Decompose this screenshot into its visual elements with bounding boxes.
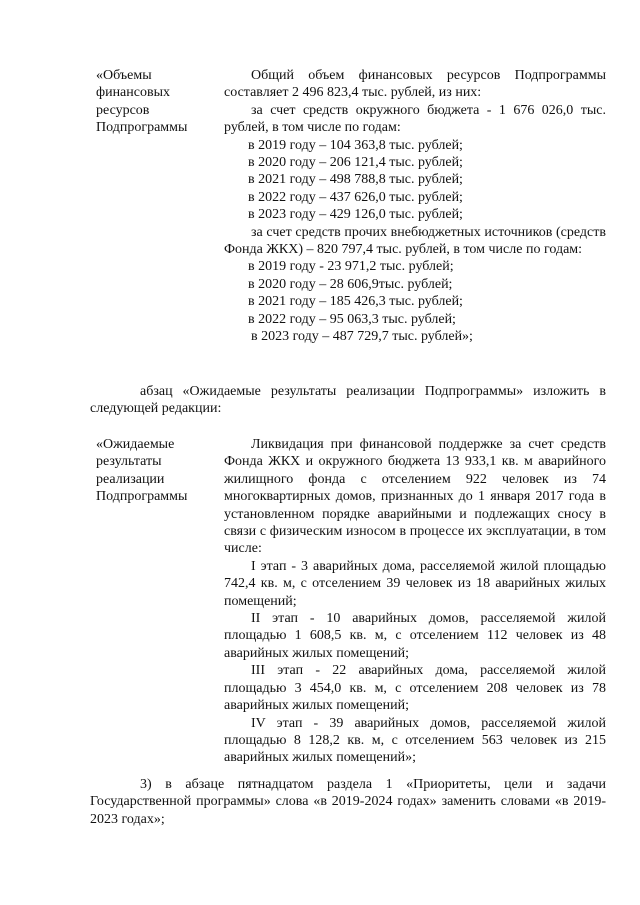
results-intro: Ликвидация при финансовой поддержке за счет средств Фонда ЖКХ и окружного бюджета 13 933,1 кв. м аварийного жилищного фонда с отселением 922 человек из 74 многоквартирных домов, признанных до 1 января 2017 года в установленном порядке аварийными и подлежащих сносу в связи с физическим износом в процессе их эксплуатации, в том числе: (224, 437, 606, 557)
results-block (96, 436, 606, 767)
other-year-2023: в 2023 году – 487 729,7 тыс. рублей»; (251, 329, 473, 345)
results-label: «Ожидаемые результаты реализации Подпрограммы (96, 437, 188, 505)
district-year-2019: в 2019 году – 104 363,8 тыс. рублей; (248, 137, 463, 153)
other-year-2020: в 2020 году – 28 606,9тыс. рублей; (248, 276, 453, 292)
other-year-2021: в 2021 году – 185 426,3 тыс. рублей; (248, 294, 463, 310)
district-year-2020: в 2020 году – 206 121,4 тыс. рублей; (248, 155, 463, 171)
results-text (224, 436, 606, 767)
financing-label: «Объемы финансовых ресурсов Подпрограммы (96, 68, 188, 136)
financing-total: Общий объем финансовых ресурсов Подпрограммы составляет 2 496 823,4 тыс. рублей, из них: (224, 68, 606, 101)
district-year-2021: в 2021 году – 498 788,8 тыс. рублей; (248, 172, 463, 188)
stage-4: IV этап - 39 аварийных домов, расселяемой жилой площадью 8 128,2 кв. м, с отселением 563 человек из 215 аварийных жилых помещений»; (224, 715, 606, 766)
financing-other-sources: за счет средств прочих внебюджетных источников (средств Фонда ЖКХ) – 820 797,4 тыс. рублей, в том числе по годам: (224, 224, 606, 258)
paragraph-results-heading: абзац «Ожидаемые результаты реализации Подпрограммы» изложить в следующей редакции: (90, 384, 606, 417)
financing-block (96, 67, 606, 346)
financing-district-budget: за счет средств окружного бюджета - 1 676 026,0 тыс. рублей, в том числе по годам: (224, 102, 606, 136)
district-year-2023: в 2023 году – 429 126,0 тыс. рублей; (248, 207, 463, 223)
district-year-2022: в 2022 году – 437 626,0 тыс. рублей; (248, 189, 463, 205)
paragraph-amendment-3: 3) в абзаце пятнадцатом раздела 1 «Приоритеты, цели и задачи Государственной программы» слова «в 2019-2024 годах» заменить словами «в 2019-2023 годах»; (90, 777, 606, 827)
stage-3: III этап - 22 аварийных дома, расселяемой жилой площадью 3 454,0 кв. м, с отселением 208 человек из 78 аварийных жилых помещений; (224, 663, 606, 714)
stage-2: II этап - 10 аварийных домов, расселяемой жилой площадью 1 608,5 кв. м, с отселением 112 человек из 48 аварийных жилых помещений; (224, 611, 606, 661)
financing-text (224, 67, 606, 346)
other-year-2019: в 2019 году - 23 971,2 тыс. рублей; (248, 259, 454, 275)
other-year-2022: в 2022 году – 95 063,3 тыс. рублей; (248, 311, 456, 327)
stage-1: I этап - 3 аварийных дома, расселяемой жилой площадью 742,4 кв. м, с отселением 39 человек из 18 аварийных жилых помещений; (224, 558, 606, 609)
